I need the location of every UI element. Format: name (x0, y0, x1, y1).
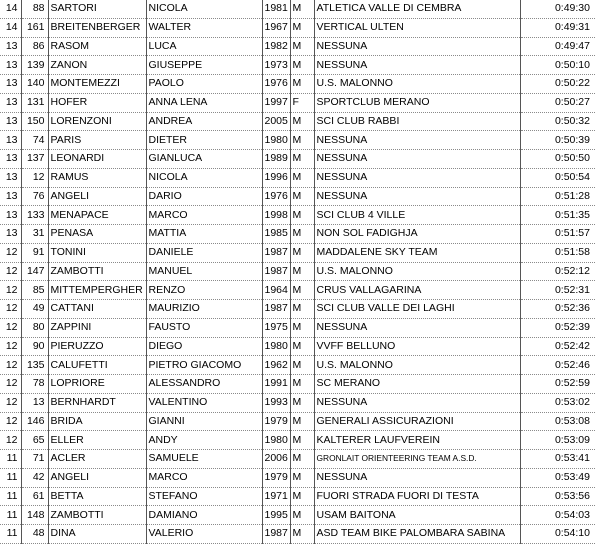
time-cell: 0:52:59 (520, 375, 595, 394)
first-name-cell: GIUSEPPE (146, 56, 262, 75)
sex-cell: M (290, 187, 314, 206)
bib-cell: 65 (21, 431, 48, 450)
sex-cell: M (290, 318, 314, 337)
first-name-cell: NICOLA (146, 0, 262, 18)
bib-cell: 71 (21, 450, 48, 469)
surname-cell: SARTORI (48, 0, 146, 18)
time-cell: 0:54:10 (520, 525, 595, 544)
table-row (0, 0, 595, 18)
first-name-cell: DARIO (146, 187, 262, 206)
team-cell: KALTERER LAUFVEREIN (314, 431, 520, 450)
first-name-cell: DIEGO (146, 337, 262, 356)
table-row (0, 93, 595, 112)
year-cell: 1962 (262, 356, 290, 375)
table-row (0, 262, 595, 281)
time-cell: 0:50:39 (520, 131, 595, 150)
bib-cell: 148 (21, 506, 48, 525)
year-cell: 1996 (262, 168, 290, 187)
time-cell: 0:49:47 (520, 37, 595, 56)
table-row (0, 393, 595, 412)
table-row (0, 150, 595, 169)
surname-cell: BERNHARDT (48, 393, 146, 412)
first-name-cell: RENZO (146, 281, 262, 300)
time-cell: 0:49:30 (520, 0, 595, 18)
table-row (0, 431, 595, 450)
time-cell: 0:52:42 (520, 337, 595, 356)
table-row (0, 300, 595, 319)
time-cell: 0:51:28 (520, 187, 595, 206)
sex-cell: M (290, 225, 314, 244)
category-cell: 14 (0, 0, 21, 18)
time-cell: 0:50:22 (520, 75, 595, 94)
surname-cell: MONTEMEZZI (48, 75, 146, 94)
team-cell: NESSUNA (314, 150, 520, 169)
surname-cell: MITTEMPERGHER (48, 281, 146, 300)
surname-cell: BREITENBERGER (48, 18, 146, 37)
bib-cell: 150 (21, 112, 48, 131)
time-cell: 0:50:50 (520, 150, 595, 169)
surname-cell: TONINI (48, 243, 146, 262)
category-cell: 12 (0, 393, 21, 412)
sex-cell: M (290, 525, 314, 544)
team-cell: NON SOL FADIGHJA (314, 225, 520, 244)
bib-cell: 12 (21, 168, 48, 187)
first-name-cell: NICOLA (146, 168, 262, 187)
table-row (0, 525, 595, 544)
bib-cell: 78 (21, 375, 48, 394)
surname-cell: RAMUS (48, 168, 146, 187)
table-row (0, 206, 595, 225)
sex-cell: M (290, 243, 314, 262)
sex-cell: M (290, 150, 314, 169)
year-cell: 1981 (262, 0, 290, 18)
time-cell: 0:51:58 (520, 243, 595, 262)
sex-cell: M (290, 300, 314, 319)
bib-cell: 42 (21, 468, 48, 487)
time-cell: 0:50:32 (520, 112, 595, 131)
table-row (0, 18, 595, 37)
team-cell: U.S. MALONNO (314, 75, 520, 94)
time-cell: 0:50:10 (520, 56, 595, 75)
sex-cell: M (290, 168, 314, 187)
sex-cell: M (290, 75, 314, 94)
category-cell: 13 (0, 75, 21, 94)
category-cell: 13 (0, 131, 21, 150)
year-cell: 1993 (262, 393, 290, 412)
time-cell: 0:53:08 (520, 412, 595, 431)
bib-cell: 80 (21, 318, 48, 337)
team-cell: U.S. MALONNO (314, 356, 520, 375)
surname-cell: ANGELI (48, 468, 146, 487)
category-cell: 12 (0, 412, 21, 431)
table-row (0, 75, 595, 94)
category-cell: 12 (0, 337, 21, 356)
first-name-cell: MAURIZIO (146, 300, 262, 319)
bib-cell: 31 (21, 225, 48, 244)
bib-cell: 161 (21, 18, 48, 37)
bib-cell: 61 (21, 487, 48, 506)
category-cell: 13 (0, 56, 21, 75)
time-cell: 0:52:36 (520, 300, 595, 319)
table-row (0, 356, 595, 375)
category-cell: 12 (0, 318, 21, 337)
time-cell: 0:51:35 (520, 206, 595, 225)
category-cell: 13 (0, 187, 21, 206)
bib-cell: 133 (21, 206, 48, 225)
surname-cell: ZANON (48, 56, 146, 75)
table-row (0, 281, 595, 300)
sex-cell: M (290, 393, 314, 412)
team-cell: CRUS VALLAGARINA (314, 281, 520, 300)
surname-cell: MENAPACE (48, 206, 146, 225)
first-name-cell: MARCO (146, 206, 262, 225)
sex-cell: M (290, 468, 314, 487)
year-cell: 1976 (262, 187, 290, 206)
table-row (0, 450, 595, 469)
table-row (0, 187, 595, 206)
year-cell: 1997 (262, 93, 290, 112)
surname-cell: HOFER (48, 93, 146, 112)
table-row (0, 375, 595, 394)
table-row (0, 318, 595, 337)
surname-cell: ANGELI (48, 187, 146, 206)
first-name-cell: PIETRO GIACOMO (146, 356, 262, 375)
year-cell: 1979 (262, 412, 290, 431)
team-cell: GRONLAIT ORIENTEERING TEAM A.S.D. (314, 450, 520, 469)
year-cell: 1985 (262, 225, 290, 244)
year-cell: 1980 (262, 337, 290, 356)
first-name-cell: VALENTINO (146, 393, 262, 412)
first-name-cell: ANNA LENA (146, 93, 262, 112)
team-cell: VERTICAL ULTEN (314, 18, 520, 37)
time-cell: 0:51:57 (520, 225, 595, 244)
surname-cell: PENASA (48, 225, 146, 244)
team-cell: MADDALENE SKY TEAM (314, 243, 520, 262)
team-cell: SCI CLUB 4 VILLE (314, 206, 520, 225)
year-cell: 1971 (262, 487, 290, 506)
time-cell: 0:53:09 (520, 431, 595, 450)
time-cell: 0:52:46 (520, 356, 595, 375)
year-cell: 1967 (262, 18, 290, 37)
year-cell: 1982 (262, 37, 290, 56)
first-name-cell: LUCA (146, 37, 262, 56)
bib-cell: 85 (21, 281, 48, 300)
bib-cell: 49 (21, 300, 48, 319)
team-cell: NESSUNA (314, 37, 520, 56)
bib-cell: 86 (21, 37, 48, 56)
table-row (0, 37, 595, 56)
bib-cell: 91 (21, 243, 48, 262)
category-cell: 12 (0, 281, 21, 300)
team-cell: NESSUNA (314, 168, 520, 187)
team-cell: NESSUNA (314, 131, 520, 150)
category-cell: 12 (0, 300, 21, 319)
year-cell: 1973 (262, 56, 290, 75)
team-cell: SPORTCLUB MERANO (314, 93, 520, 112)
sex-cell: M (290, 412, 314, 431)
surname-cell: ELLER (48, 431, 146, 450)
year-cell: 1987 (262, 525, 290, 544)
team-cell: SCI CLUB VALLE DEI LAGHI (314, 300, 520, 319)
first-name-cell: DIETER (146, 131, 262, 150)
category-cell: 13 (0, 150, 21, 169)
year-cell: 1987 (262, 243, 290, 262)
time-cell: 0:49:31 (520, 18, 595, 37)
first-name-cell: ANDY (146, 431, 262, 450)
year-cell: 2005 (262, 112, 290, 131)
table-row (0, 56, 595, 75)
surname-cell: LEONARDI (48, 150, 146, 169)
time-cell: 0:53:41 (520, 450, 595, 469)
time-cell: 0:50:54 (520, 168, 595, 187)
year-cell: 1987 (262, 300, 290, 319)
surname-cell: ACLER (48, 450, 146, 469)
category-cell: 12 (0, 356, 21, 375)
category-cell: 13 (0, 168, 21, 187)
first-name-cell: STEFANO (146, 487, 262, 506)
bib-cell: 140 (21, 75, 48, 94)
sex-cell: M (290, 506, 314, 525)
year-cell: 1976 (262, 75, 290, 94)
category-cell: 14 (0, 18, 21, 37)
first-name-cell: ANDREA (146, 112, 262, 131)
bib-cell: 90 (21, 337, 48, 356)
category-cell: 13 (0, 206, 21, 225)
first-name-cell: WALTER (146, 18, 262, 37)
category-cell: 11 (0, 468, 21, 487)
sex-cell: M (290, 206, 314, 225)
first-name-cell: DANIELE (146, 243, 262, 262)
team-cell: NESSUNA (314, 56, 520, 75)
category-cell: 11 (0, 487, 21, 506)
table-row (0, 112, 595, 131)
surname-cell: BETTA (48, 487, 146, 506)
table-row (0, 168, 595, 187)
bib-cell: 74 (21, 131, 48, 150)
team-cell: NESSUNA (314, 468, 520, 487)
category-cell: 13 (0, 93, 21, 112)
year-cell: 1979 (262, 468, 290, 487)
category-cell: 13 (0, 225, 21, 244)
category-cell: 13 (0, 112, 21, 131)
category-cell: 11 (0, 506, 21, 525)
year-cell: 1998 (262, 206, 290, 225)
category-cell: 12 (0, 243, 21, 262)
year-cell: 1975 (262, 318, 290, 337)
year-cell: 1964 (262, 281, 290, 300)
time-cell: 0:52:12 (520, 262, 595, 281)
sex-cell: M (290, 450, 314, 469)
time-cell: 0:50:27 (520, 93, 595, 112)
surname-cell: PARIS (48, 131, 146, 150)
category-cell: 12 (0, 262, 21, 281)
sex-cell: M (290, 281, 314, 300)
first-name-cell: PAOLO (146, 75, 262, 94)
table-row (0, 131, 595, 150)
category-cell: 12 (0, 375, 21, 394)
team-cell: ATLETICA VALLE DI CEMBRA (314, 0, 520, 18)
team-cell: U.S. MALONNO (314, 262, 520, 281)
table-row (0, 487, 595, 506)
sex-cell: M (290, 262, 314, 281)
sex-cell: M (290, 112, 314, 131)
surname-cell: LOPRIORE (48, 375, 146, 394)
sex-cell: M (290, 131, 314, 150)
first-name-cell: GIANLUCA (146, 150, 262, 169)
category-cell: 12 (0, 431, 21, 450)
bib-cell: 131 (21, 93, 48, 112)
surname-cell: BRIDA (48, 412, 146, 431)
team-cell: SCI CLUB RABBI (314, 112, 520, 131)
team-cell: NESSUNA (314, 187, 520, 206)
bib-cell: 13 (21, 393, 48, 412)
year-cell: 1989 (262, 150, 290, 169)
bib-cell: 76 (21, 187, 48, 206)
bib-cell: 147 (21, 262, 48, 281)
first-name-cell: SAMUELE (146, 450, 262, 469)
year-cell: 1987 (262, 262, 290, 281)
first-name-cell: MARCO (146, 468, 262, 487)
team-cell: ASD TEAM BIKE PALOMBARA SABINA (314, 525, 520, 544)
surname-cell: DINA (48, 525, 146, 544)
surname-cell: ZAPPINI (48, 318, 146, 337)
table-row (0, 337, 595, 356)
category-cell: 11 (0, 450, 21, 469)
category-cell: 13 (0, 37, 21, 56)
first-name-cell: DAMIANO (146, 506, 262, 525)
time-cell: 0:53:49 (520, 468, 595, 487)
sex-cell: M (290, 375, 314, 394)
sex-cell: M (290, 337, 314, 356)
team-cell: SC MERANO (314, 375, 520, 394)
sex-cell: M (290, 37, 314, 56)
surname-cell: ZAMBOTTI (48, 506, 146, 525)
first-name-cell: FAUSTO (146, 318, 262, 337)
table-row (0, 506, 595, 525)
category-cell: 11 (0, 525, 21, 544)
time-cell: 0:54:03 (520, 506, 595, 525)
time-cell: 0:52:39 (520, 318, 595, 337)
bib-cell: 139 (21, 56, 48, 75)
year-cell: 1980 (262, 431, 290, 450)
first-name-cell: MANUEL (146, 262, 262, 281)
year-cell: 1995 (262, 506, 290, 525)
bib-cell: 88 (21, 0, 48, 18)
first-name-cell: ALESSANDRO (146, 375, 262, 394)
first-name-cell: VALERIO (146, 525, 262, 544)
team-cell: NESSUNA (314, 318, 520, 337)
surname-cell: CALUFETTI (48, 356, 146, 375)
table-row (0, 468, 595, 487)
year-cell: 1980 (262, 131, 290, 150)
surname-cell: LORENZONI (48, 112, 146, 131)
table-row (0, 243, 595, 262)
team-cell: FUORI STRADA FUORI DI TESTA (314, 487, 520, 506)
team-cell: GENERALI ASSICURAZIONI (314, 412, 520, 431)
time-cell: 0:53:56 (520, 487, 595, 506)
surname-cell: ZAMBOTTI (48, 262, 146, 281)
bib-cell: 137 (21, 150, 48, 169)
sex-cell: M (290, 0, 314, 18)
sex-cell: M (290, 18, 314, 37)
team-cell: VVFF BELLUNO (314, 337, 520, 356)
sex-cell: F (290, 93, 314, 112)
table-row (0, 225, 595, 244)
bib-cell: 135 (21, 356, 48, 375)
sex-cell: M (290, 431, 314, 450)
sex-cell: M (290, 56, 314, 75)
surname-cell: CATTANI (48, 300, 146, 319)
year-cell: 1991 (262, 375, 290, 394)
team-cell: NESSUNA (314, 393, 520, 412)
bib-cell: 48 (21, 525, 48, 544)
first-name-cell: GIANNI (146, 412, 262, 431)
team-cell: USAM BAITONA (314, 506, 520, 525)
time-cell: 0:53:02 (520, 393, 595, 412)
sex-cell: M (290, 487, 314, 506)
time-cell: 0:52:31 (520, 281, 595, 300)
surname-cell: RASOM (48, 37, 146, 56)
sex-cell: M (290, 356, 314, 375)
first-name-cell: MATTIA (146, 225, 262, 244)
bib-cell: 146 (21, 412, 48, 431)
table-row (0, 412, 595, 431)
year-cell: 2006 (262, 450, 290, 469)
surname-cell: PIERUZZO (48, 337, 146, 356)
